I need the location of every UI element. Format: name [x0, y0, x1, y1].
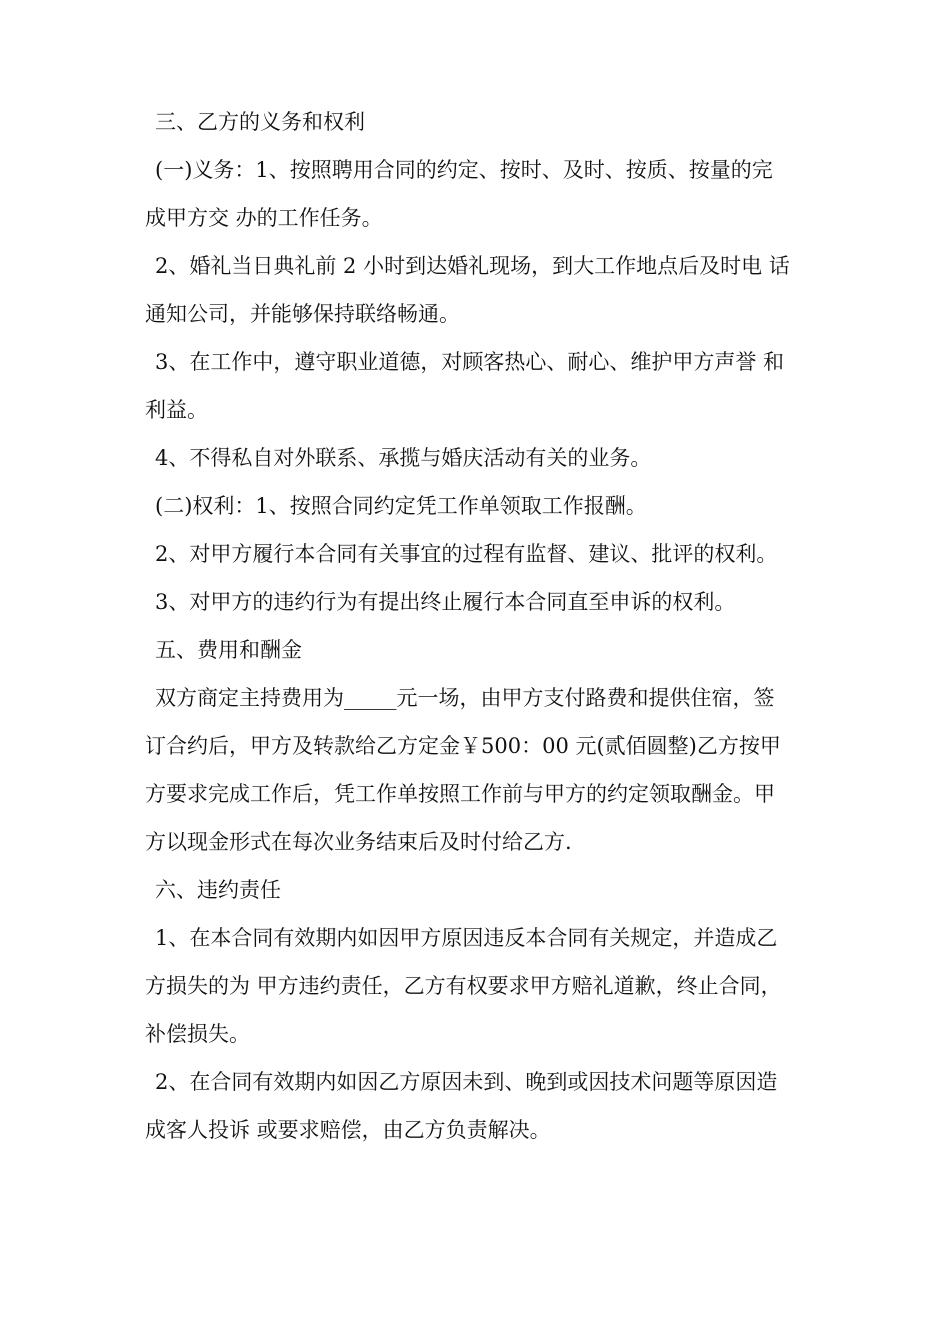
- paragraph-line: 成客人投诉 或要求赔偿，由乙方负责解决。: [145, 1118, 551, 1142]
- paragraph-line: 利益。: [145, 398, 208, 422]
- paragraph-line: 订合约后，甲方及转款给乙方定金￥500：00 元(贰佰圆整)乙方按甲: [145, 734, 781, 758]
- paragraph-line: 2、在合同有效期内如因乙方原因未到、晚到或因技术问题等原因造: [155, 1070, 778, 1094]
- paragraph-line: 方要求完成工作后，凭工作单按照工作前与甲方的约定领取酬金。甲: [145, 782, 775, 806]
- paragraph-line: 4、不得私自对外联系、承揽与婚庆活动有关的业务。: [155, 446, 652, 470]
- paragraph-line: (一)义务：1、按照聘用合同的约定、按时、及时、按质、按量的完: [155, 158, 773, 182]
- paragraph-line: 1、在本合同有效期内如因甲方原因违反本合同有关规定，并造成乙: [155, 926, 778, 950]
- paragraph-line: 方以现金形式在每次业务结束后及时付给乙方.: [145, 830, 572, 854]
- paragraph-line: 双方商定主持费用为_____元一场，由甲方支付路费和提供住宿，签: [155, 686, 775, 710]
- paragraph-line: (二)权利：1、按照合同约定凭工作单领取工作报酬。: [155, 494, 647, 518]
- paragraph-line: 3、在工作中，遵守职业道德，对顾客热心、耐心、维护甲方声誉 和: [155, 350, 785, 374]
- section-heading-5: 五、费用和酬金: [155, 638, 302, 662]
- paragraph-line: 方损失的为 甲方违约责任，乙方有权要求甲方赔礼道歉，终止合同，: [145, 974, 782, 998]
- paragraph-line: 成甲方交 办的工作任务。: [145, 206, 383, 230]
- paragraph-line: 通知公司，并能够保持联络畅通。: [145, 302, 460, 326]
- paragraph-line: 2、婚礼当日典礼前 2 小时到达婚礼现场，到大工作地点后及时电 话: [155, 254, 790, 278]
- paragraph-line: 3、对甲方的违约行为有提出终止履行本合同直至申诉的权利。: [155, 590, 736, 614]
- section-heading-3: 三、乙方的义务和权利: [155, 110, 365, 134]
- paragraph-line: 2、对甲方履行本合同有关事宜的过程有监督、建议、批评的权利。: [155, 542, 778, 566]
- document-page: [145, 98, 825, 1154]
- paragraph-line: 补偿损失。: [145, 1022, 250, 1046]
- section-heading-6: 六、违约责任: [155, 878, 281, 902]
